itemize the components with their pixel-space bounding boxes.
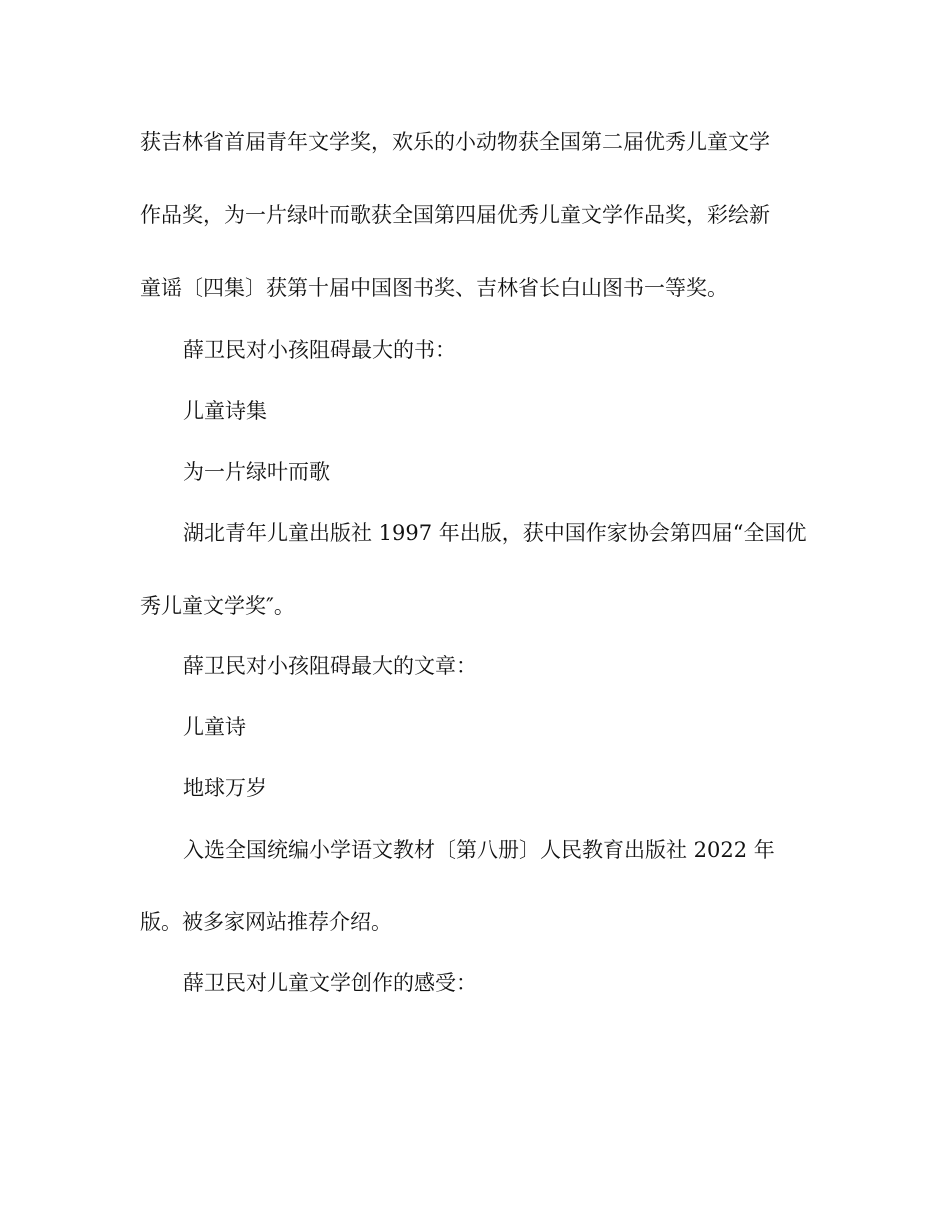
category-label: 儿童诗集	[183, 399, 267, 423]
paragraph-line: 作品奖，为一片绿叶而歌获全国第四届优秀儿童文学作品奖，彩绘新	[140, 203, 770, 227]
article-title: 地球万岁	[183, 776, 267, 800]
section-heading: 薛卫民对小孩阻碍最大的书：	[183, 338, 456, 362]
section-heading: 薛卫民对儿童文学创作的感受：	[183, 971, 477, 995]
paragraph-line: 获吉林省首届青年文学奖，欢乐的小动物获全国第二届优秀儿童文学	[140, 130, 770, 154]
paragraph-line: 童谣〔四集〕获第十届中国图书奖、吉林省长白山图书一等奖。	[140, 276, 728, 300]
paragraph-line: 入选全国统编小学语文教材〔第八册〕人民教育出版社 2022 年	[183, 838, 775, 862]
category-label: 儿童诗	[183, 715, 246, 739]
paragraph-line: 湖北青年儿童出版社 1997 年出版，获中国作家协会第四届“全国优	[183, 521, 807, 545]
book-title: 为一片绿叶而歌	[183, 460, 330, 484]
paragraph-line: 版。被多家网站推荐介绍。	[140, 910, 392, 934]
paragraph-line: 秀儿童文学奖″。	[140, 594, 295, 618]
section-heading: 薛卫民对小孩阻碍最大的文章：	[183, 654, 477, 678]
